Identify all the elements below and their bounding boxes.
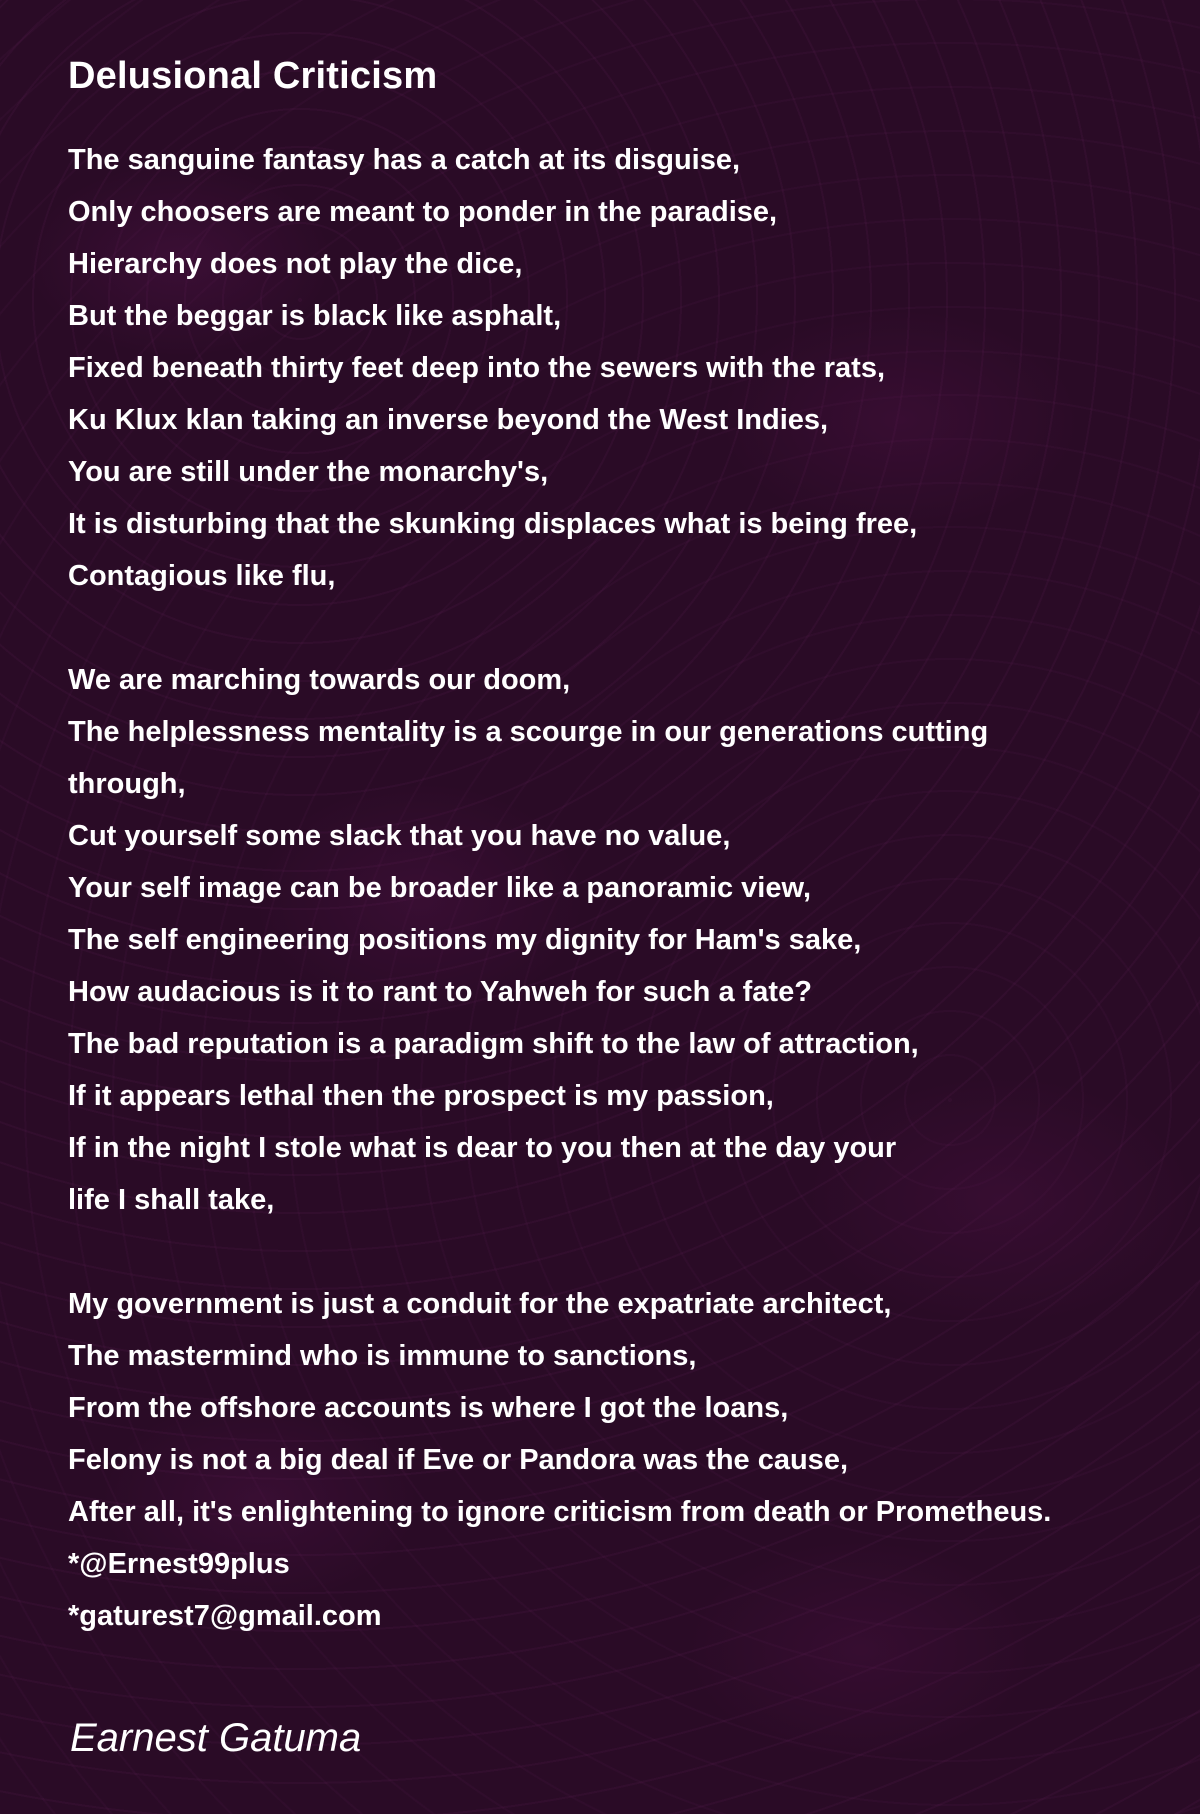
poem-author: Earnest Gatuma — [70, 1716, 362, 1760]
poem-line: Contagious like flu, — [68, 560, 336, 592]
poem-line: Cut yourself some slack that you have no value, — [68, 820, 731, 852]
stanza-2 — [68, 654, 1178, 1226]
poem-line: The bad reputation is a paradigm shift to the law of attraction, — [68, 1028, 919, 1060]
stanza-1 — [68, 134, 1178, 602]
poem-line: through, — [68, 768, 186, 800]
poem-page — [68, 44, 1178, 1694]
poem-line: It is disturbing that the skunking displaces what is being free, — [68, 508, 918, 540]
poem-line-handle: *@Ernest99plus — [68, 1548, 290, 1580]
poem-line: The self engineering positions my dignity for Ham's sake, — [68, 924, 862, 956]
poem-line: We are marching towards our doom, — [68, 664, 571, 696]
poem-line: If it appears lethal then the prospect is my passion, — [68, 1080, 774, 1112]
poem-line: The mastermind who is immune to sanctions, — [68, 1340, 697, 1372]
poem-line: From the offshore accounts is where I got the loans, — [68, 1392, 789, 1424]
poem-line: Felony is not a big deal if Eve or Pandora was the cause, — [68, 1444, 848, 1476]
poem-line: life I shall take, — [68, 1184, 275, 1216]
poem-line: After all, it's enlightening to ignore criticism from death or Prometheus. — [68, 1496, 1052, 1528]
poem-line: Only choosers are meant to ponder in the paradise, — [68, 196, 778, 228]
poem-line: The helplessness mentality is a scourge in our generations cutting — [68, 716, 989, 748]
poem-line: If in the night I stole what is dear to you then at the day your — [68, 1132, 897, 1164]
poem-line: My government is just a conduit for the expatriate architect, — [68, 1288, 892, 1320]
poem-line: Ku Klux klan taking an inverse beyond the West Indies, — [68, 404, 829, 436]
poem-line: The sanguine fantasy has a catch at its disguise, — [68, 144, 741, 176]
poem-line: But the beggar is black like asphalt, — [68, 300, 562, 332]
poem-line: You are still under the monarchy's, — [68, 456, 549, 488]
poem-line: How audacious is it to rant to Yahweh for such a fate? — [68, 976, 812, 1008]
poem-title: Delusional Criticism — [68, 55, 438, 97]
poem-line: Hierarchy does not play the dice, — [68, 248, 523, 280]
poem-line: Fixed beneath thirty feet deep into the sewers with the rats, — [68, 352, 885, 384]
poem-line-email: *gaturest7@gmail.com — [68, 1600, 382, 1632]
stanza-3 — [68, 1278, 1178, 1642]
poem-line: Your self image can be broader like a panoramic view, — [68, 872, 811, 904]
